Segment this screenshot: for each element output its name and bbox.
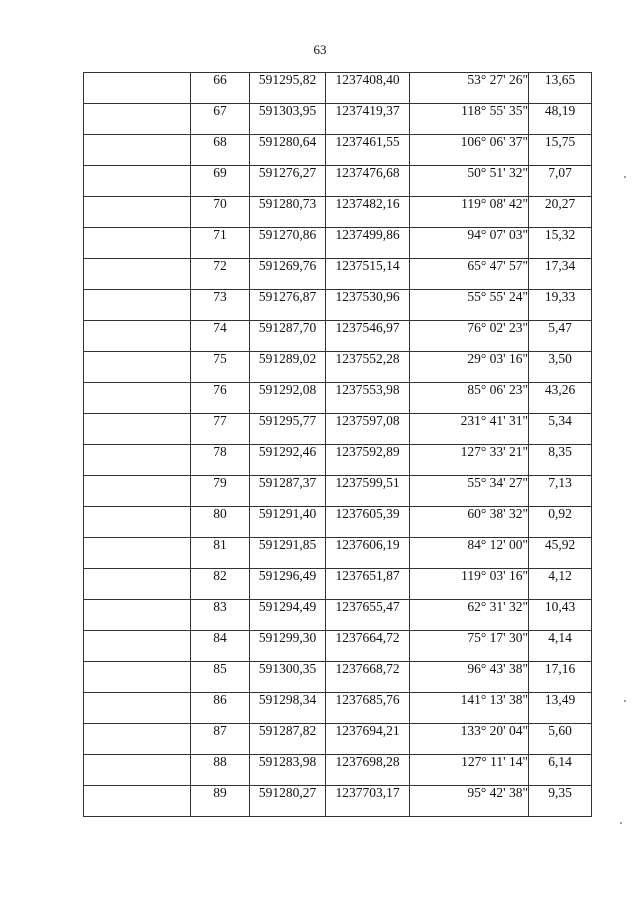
point-number-cell: 69 — [191, 166, 250, 197]
length-cell: 5,47 — [529, 321, 592, 352]
point-number-cell: 73 — [191, 290, 250, 321]
y-coordinate-cell: 1237461,55 — [326, 135, 410, 166]
table-row — [84, 476, 592, 507]
point-number-cell: 74 — [191, 321, 250, 352]
y-coordinate-cell: 1237553,98 — [326, 383, 410, 414]
point-number-cell: 75 — [191, 352, 250, 383]
point-number-cell: 72 — [191, 259, 250, 290]
x-coordinate-cell: 591287,82 — [250, 724, 326, 755]
x-coordinate-cell: 591296,49 — [250, 569, 326, 600]
y-coordinate-cell: 1237606,19 — [326, 538, 410, 569]
length-cell: 19,33 — [529, 290, 592, 321]
table-row — [84, 135, 592, 166]
bearing-cell: 62° 31' 32" — [410, 600, 529, 631]
length-cell: 43,26 — [529, 383, 592, 414]
table-row — [84, 259, 592, 290]
bearing-cell: 94° 07' 03" — [410, 228, 529, 259]
bearing-cell: 53° 27' 26" — [410, 73, 529, 104]
table-row — [84, 104, 592, 135]
table-row — [84, 383, 592, 414]
bearing-cell: 65° 47' 57" — [410, 259, 529, 290]
x-coordinate-cell: 591300,35 — [250, 662, 326, 693]
table-row — [84, 538, 592, 569]
y-coordinate-cell: 1237530,96 — [326, 290, 410, 321]
point-number-cell: 85 — [191, 662, 250, 693]
bearing-cell: 84° 12' 00" — [410, 538, 529, 569]
x-coordinate-cell: 591287,70 — [250, 321, 326, 352]
point-number-cell: 80 — [191, 507, 250, 538]
y-coordinate-cell: 1237651,87 — [326, 569, 410, 600]
length-cell: 5,34 — [529, 414, 592, 445]
bearing-cell: 119° 03' 16" — [410, 569, 529, 600]
x-coordinate-cell: 591292,46 — [250, 445, 326, 476]
table-row — [84, 724, 592, 755]
table-row — [84, 693, 592, 724]
y-coordinate-cell: 1237499,86 — [326, 228, 410, 259]
table-row — [84, 73, 592, 104]
blank-cell — [84, 135, 191, 166]
y-coordinate-cell: 1237597,08 — [326, 414, 410, 445]
blank-cell — [84, 693, 191, 724]
length-cell: 5,60 — [529, 724, 592, 755]
y-coordinate-cell: 1237419,37 — [326, 104, 410, 135]
scan-mark — [620, 822, 622, 824]
table-row — [84, 662, 592, 693]
bearing-cell: 106° 06' 37" — [410, 135, 529, 166]
length-cell: 13,49 — [529, 693, 592, 724]
blank-cell — [84, 321, 191, 352]
blank-cell — [84, 755, 191, 786]
point-number-cell: 68 — [191, 135, 250, 166]
length-cell: 4,14 — [529, 631, 592, 662]
point-number-cell: 67 — [191, 104, 250, 135]
x-coordinate-cell: 591287,37 — [250, 476, 326, 507]
table-row — [84, 352, 592, 383]
y-coordinate-cell: 1237546,97 — [326, 321, 410, 352]
y-coordinate-cell: 1237703,17 — [326, 786, 410, 817]
x-coordinate-cell: 591299,30 — [250, 631, 326, 662]
x-coordinate-cell: 591269,76 — [250, 259, 326, 290]
x-coordinate-cell: 591295,77 — [250, 414, 326, 445]
blank-cell — [84, 631, 191, 662]
x-coordinate-cell: 591280,64 — [250, 135, 326, 166]
length-cell: 4,12 — [529, 569, 592, 600]
blank-cell — [84, 786, 191, 817]
blank-cell — [84, 507, 191, 538]
table-row — [84, 786, 592, 817]
y-coordinate-cell: 1237476,68 — [326, 166, 410, 197]
y-coordinate-cell: 1237482,16 — [326, 197, 410, 228]
table-row — [84, 290, 592, 321]
length-cell: 17,34 — [529, 259, 592, 290]
bearing-cell: 133° 20' 04" — [410, 724, 529, 755]
length-cell: 0,92 — [529, 507, 592, 538]
point-number-cell: 66 — [191, 73, 250, 104]
y-coordinate-cell: 1237515,14 — [326, 259, 410, 290]
blank-cell — [84, 352, 191, 383]
point-number-cell: 78 — [191, 445, 250, 476]
blank-cell — [84, 104, 191, 135]
table-row — [84, 321, 592, 352]
bearing-cell: 119° 08' 42" — [410, 197, 529, 228]
table-row — [84, 228, 592, 259]
bearing-cell: 55° 34' 27" — [410, 476, 529, 507]
y-coordinate-cell: 1237552,28 — [326, 352, 410, 383]
y-coordinate-cell: 1237698,28 — [326, 755, 410, 786]
table-row — [84, 414, 592, 445]
bearing-cell: 231° 41' 31" — [410, 414, 529, 445]
length-cell: 6,14 — [529, 755, 592, 786]
table-row — [84, 166, 592, 197]
length-cell: 15,32 — [529, 228, 592, 259]
x-coordinate-cell: 591303,95 — [250, 104, 326, 135]
point-number-cell: 84 — [191, 631, 250, 662]
table-row — [84, 631, 592, 662]
point-number-cell: 81 — [191, 538, 250, 569]
x-coordinate-cell: 591270,86 — [250, 228, 326, 259]
point-number-cell: 87 — [191, 724, 250, 755]
blank-cell — [84, 73, 191, 104]
x-coordinate-cell: 591291,40 — [250, 507, 326, 538]
length-cell: 45,92 — [529, 538, 592, 569]
blank-cell — [84, 166, 191, 197]
point-number-cell: 70 — [191, 197, 250, 228]
length-cell: 8,35 — [529, 445, 592, 476]
x-coordinate-cell: 591294,49 — [250, 600, 326, 631]
blank-cell — [84, 445, 191, 476]
length-cell: 13,65 — [529, 73, 592, 104]
bearing-cell: 96° 43' 38" — [410, 662, 529, 693]
blank-cell — [84, 724, 191, 755]
blank-cell — [84, 662, 191, 693]
length-cell: 7,13 — [529, 476, 592, 507]
table-row — [84, 569, 592, 600]
blank-cell — [84, 197, 191, 228]
point-number-cell: 89 — [191, 786, 250, 817]
x-coordinate-cell: 591292,08 — [250, 383, 326, 414]
table-row — [84, 600, 592, 631]
length-cell: 17,16 — [529, 662, 592, 693]
table-row — [84, 755, 592, 786]
blank-cell — [84, 290, 191, 321]
point-number-cell: 76 — [191, 383, 250, 414]
blank-cell — [84, 383, 191, 414]
y-coordinate-cell: 1237599,51 — [326, 476, 410, 507]
x-coordinate-cell: 591283,98 — [250, 755, 326, 786]
length-cell: 7,07 — [529, 166, 592, 197]
point-number-cell: 77 — [191, 414, 250, 445]
blank-cell — [84, 476, 191, 507]
y-coordinate-cell: 1237664,72 — [326, 631, 410, 662]
length-cell: 48,19 — [529, 104, 592, 135]
bearing-cell: 29° 03' 16" — [410, 352, 529, 383]
length-cell: 20,27 — [529, 197, 592, 228]
x-coordinate-cell: 591289,02 — [250, 352, 326, 383]
point-number-cell: 83 — [191, 600, 250, 631]
length-cell: 15,75 — [529, 135, 592, 166]
point-number-cell: 79 — [191, 476, 250, 507]
x-coordinate-cell: 591298,34 — [250, 693, 326, 724]
y-coordinate-cell: 1237694,21 — [326, 724, 410, 755]
bearing-cell: 95° 42' 38" — [410, 786, 529, 817]
y-coordinate-cell: 1237685,76 — [326, 693, 410, 724]
bearing-cell: 127° 33' 21" — [410, 445, 529, 476]
y-coordinate-cell: 1237408,40 — [326, 73, 410, 104]
blank-cell — [84, 259, 191, 290]
blank-cell — [84, 414, 191, 445]
bearing-cell: 75° 17' 30" — [410, 631, 529, 662]
table-body — [84, 73, 592, 817]
bearing-cell: 50° 51' 32" — [410, 166, 529, 197]
blank-cell — [84, 600, 191, 631]
x-coordinate-cell: 591276,87 — [250, 290, 326, 321]
blank-cell — [84, 569, 191, 600]
bearing-cell: 85° 06' 23" — [410, 383, 529, 414]
bearing-cell: 118° 55' 35" — [410, 104, 529, 135]
coordinates-table — [83, 72, 592, 817]
bearing-cell: 127° 11' 14" — [410, 755, 529, 786]
page-number: 63 — [313, 42, 327, 57]
length-cell: 10,43 — [529, 600, 592, 631]
point-number-cell: 88 — [191, 755, 250, 786]
bearing-cell: 60° 38' 32" — [410, 507, 529, 538]
table-row — [84, 507, 592, 538]
scan-mark — [624, 176, 626, 178]
x-coordinate-cell: 591291,85 — [250, 538, 326, 569]
blank-cell — [84, 538, 191, 569]
y-coordinate-cell: 1237592,89 — [326, 445, 410, 476]
table-row — [84, 197, 592, 228]
bearing-cell: 76° 02' 23" — [410, 321, 529, 352]
blank-cell — [84, 228, 191, 259]
x-coordinate-cell: 591280,73 — [250, 197, 326, 228]
y-coordinate-cell: 1237668,72 — [326, 662, 410, 693]
y-coordinate-cell: 1237655,47 — [326, 600, 410, 631]
x-coordinate-cell: 591276,27 — [250, 166, 326, 197]
point-number-cell: 71 — [191, 228, 250, 259]
y-coordinate-cell: 1237605,39 — [326, 507, 410, 538]
length-cell: 3,50 — [529, 352, 592, 383]
bearing-cell: 141° 13' 38" — [410, 693, 529, 724]
x-coordinate-cell: 591295,82 — [250, 73, 326, 104]
scan-mark — [624, 700, 626, 702]
table-row — [84, 445, 592, 476]
point-number-cell: 86 — [191, 693, 250, 724]
bearing-cell: 55° 55' 24" — [410, 290, 529, 321]
point-number-cell: 82 — [191, 569, 250, 600]
length-cell: 9,35 — [529, 786, 592, 817]
x-coordinate-cell: 591280,27 — [250, 786, 326, 817]
